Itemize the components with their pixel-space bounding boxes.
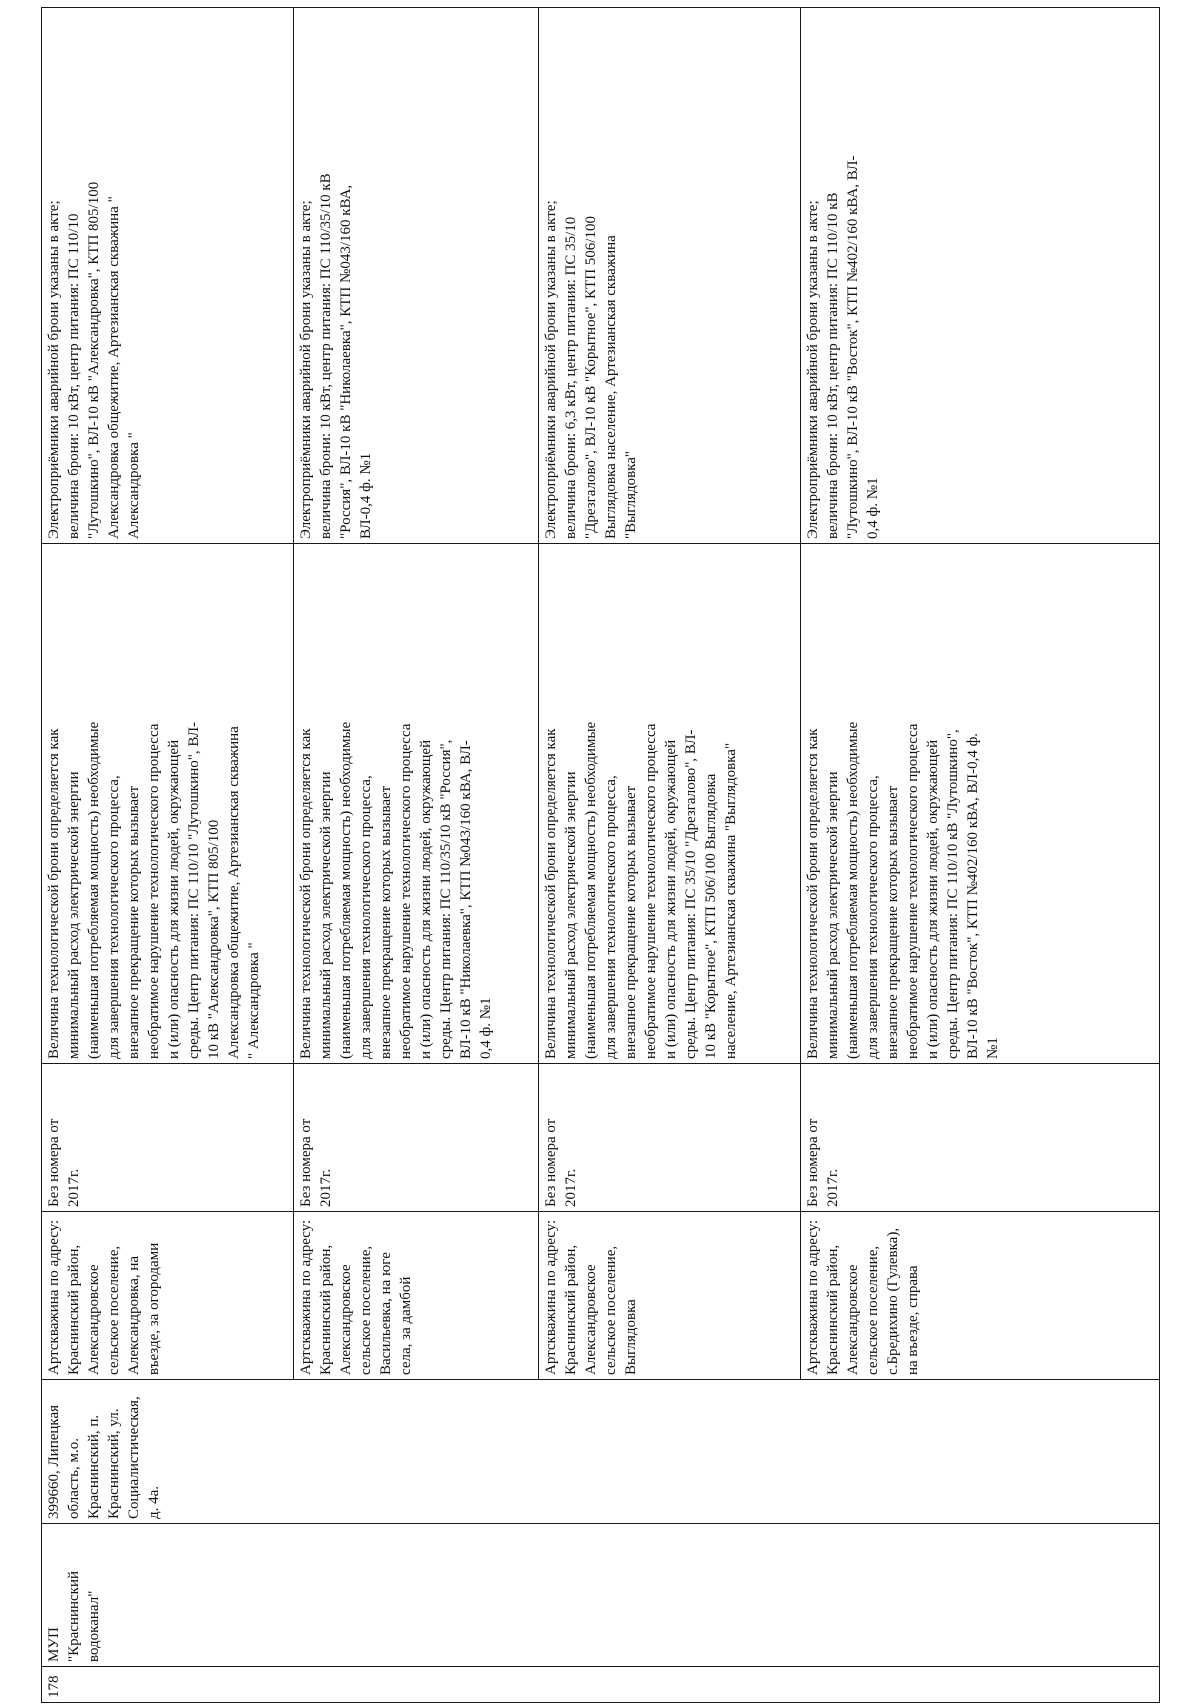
object-address: Артскважина по адресу: Краснинский район, Александровское сельское поселение, с.Бредихино (Гулевка), на въезде, справа [805, 1219, 921, 1375]
table-row [42, 8, 294, 1703]
act-reference: Без номера от 2017г. [543, 1118, 579, 1207]
tech-reserve-text: Величина технологической брони определяется как минимальный расход электрической энергии (наименьшая потребляемая мощность) необходимые для завершения технологического процесса, внезапное прекращение которых вызывает необратимое нарушение технологического процесса и (или) опасность для жизни людей, окружающей среды. Центр питания: ПС 110/10 кВ "Лутошкино", ВЛ-10 кВ "Восток", КТП №402/160 кВА, ВЛ-0,4 ф. №1 [805, 721, 1001, 1059]
emergency-reserve-text: Электроприёмники аварийной брони указаны в акте; величина брони: 10 кВт, центр питания: ПС 110/10 кВ "Лутошкино", ВЛ-10 кВ "Восток", КТП №402/160 кВА, ВЛ- 0,4 ф. №1 [805, 155, 881, 539]
emergency-reserve-cell [801, 8, 1160, 544]
act-reference: Без номера от 2017г. [298, 1118, 334, 1207]
organization-address-cell [42, 1380, 294, 1524]
emergency-reserve-text: Электроприёмники аварийной брони указаны в акте; величина брони: 6,3 кВт, центр питания: ПС 35/10 "Дрезгалово", ВЛ-10 кВ "Корытное", КТП 506/100 Выглядовка население, Артезианская скважина "Выглядовка" [543, 200, 639, 539]
act-cell [801, 1064, 1160, 1212]
organization-address: 399660, Липецкая область, м.о. Краснинский, п. Краснинский, ул. Социалистическая, д. 4а. [46, 1396, 162, 1519]
organization-cell [42, 1524, 294, 1667]
object-address-cell [539, 1212, 801, 1380]
object-address: Артскважина по адресу: Краснинский район, Александровское сельское поселение, Васильевка, на юге села, за дамбой [298, 1219, 414, 1375]
object-address-cell [294, 1212, 539, 1380]
tech-reserve-text: Величина технологической брони определяется как минимальный расход электрической энергии (наименьшая потребляемая мощность) необходимые для завершения технологического процесса, внезапное прекращение которых вызывает необратимое нарушение технологического процесса и (или) опасность для жизни людей, окружающей среды. Центр питания: ПС 110/35/10 кВ "Россия", ВЛ-10 кВ "Николаевка", КТП №043/160 кВА, ВЛ- 0,4 ф. №1 [298, 721, 494, 1059]
emergency-reserve-cell [42, 8, 294, 544]
emergency-reserve-cell [539, 8, 801, 544]
tech-reserve-text: Величина технологической брони определяется как минимальный расход электрической энергии (наименьшая потребляемая мощность) необходимые для завершения технологического процесса, внезапное прекращение которых вызывает необратимое нарушение технологического процесса и (или) опасность для жизни людей, окружающей среды. Центр питания: ПС 110/10 "Лутошкино", ВЛ- 10 кВ "Александровка", КТП 805/100 Александровка общежитие, Артезианская скважина " Александровка " [46, 721, 262, 1059]
rotated-landscape-sheet [41, 45, 1159, 1705]
emergency-reserve-cell [294, 8, 539, 544]
table-row [801, 8, 1160, 1703]
act-cell [42, 1064, 294, 1212]
table-row [294, 8, 539, 1703]
tech-reserve-cell [539, 544, 801, 1064]
reservation-table [41, 7, 1160, 1703]
emergency-reserve-text: Электроприёмники аварийной брони указаны в акте; величина брони: 10 кВт, центр питания: ПС 110/35/10 кВ "Россия", ВЛ-10 кВ "Николаевка", КТП №043/160 кВА, ВЛ-0,4 ф. №1 [298, 173, 374, 539]
act-reference: Без номера от 2017г. [805, 1118, 841, 1207]
emergency-reserve-text: Электроприёмники аварийной брони указаны в акте; величина брони: 10 кВт, центр питания: ПС 110/10 "Лутошкино", ВЛ-10 кВ "Александровка", КТП 805/100 Александровка общежитие, Артезианская скважина " Александровка " [46, 181, 142, 539]
table-row [539, 8, 801, 1703]
row-number: 178 [46, 1675, 62, 1698]
object-address-cell [42, 1212, 294, 1380]
object-address: Артскважина по адресу: Краснинский район, Александровское сельское поселение, Выглядовка [543, 1219, 639, 1375]
tech-reserve-cell [801, 544, 1160, 1064]
act-cell [539, 1064, 801, 1212]
tech-reserve-cell [42, 544, 294, 1064]
tech-reserve-cell [294, 544, 539, 1064]
act-cell [294, 1064, 539, 1212]
row-number-cell [42, 1667, 294, 1703]
object-address: Артскважина по адресу: Краснинский район, Александровское сельское поселение, Александровка, на въезде, за огородами [46, 1219, 162, 1375]
object-address-cell [801, 1212, 1160, 1380]
tech-reserve-text: Величина технологической брони определяется как минимальный расход электрической энергии (наименьшая потребляемая мощность) необходимые для завершения технологического процесса, внезапное прекращение которых вызывает необратимое нарушение технологического процесса и (или) опасность для жизни людей, окружающей среды. Центр питания: ПС 35/10 "Дрезгалово", ВЛ- 10 кВ "Корытное", КТП 506/100 Выглядовка население, Артезианская скважина "Выглядовка" [543, 721, 739, 1059]
organization-name: МУП "Краснинский водоканал" [46, 1570, 102, 1662]
act-reference: Без номера от 2017г. [46, 1118, 82, 1207]
